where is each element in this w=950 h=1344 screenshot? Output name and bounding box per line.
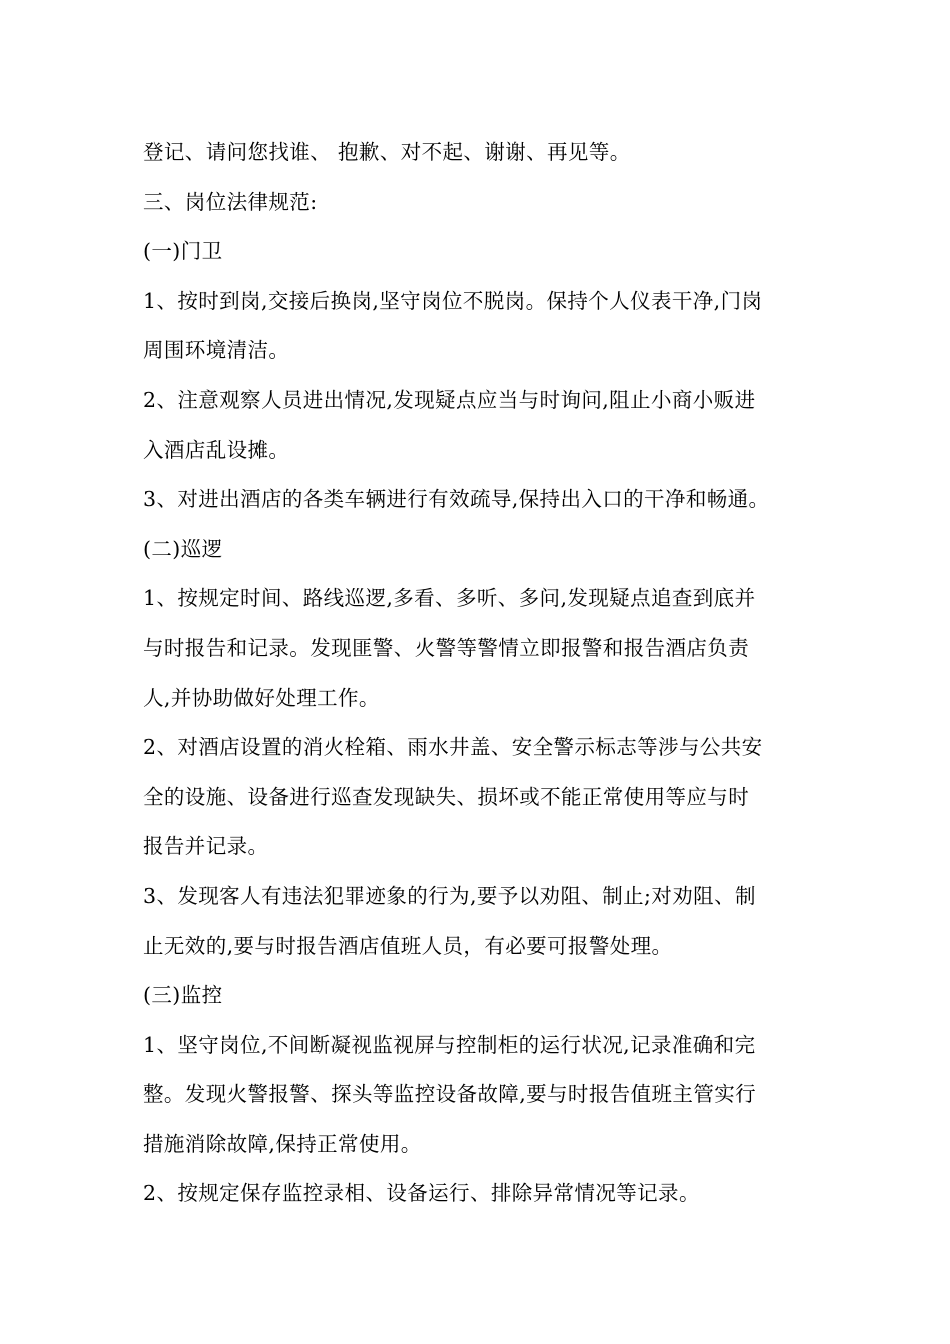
text-line: 全的设施、设备进行巡查发现缺失、损坏或不能正常使用等应与时 (143, 784, 750, 809)
document-body (143, 133, 808, 1224)
text-line: 与时报告和记录。发现匪警、火警等警情立即报警和报告酒店负责 (143, 635, 750, 660)
text-line: 措施消除故障,保持正常使用。 (143, 1131, 422, 1156)
text-line: 1、坚守岗位,不间断凝视监视屏与控制柜的运行状况,记录准确和完 (143, 1032, 756, 1057)
text-line: 止无效的,要与时报告酒店值班人员，有必要可报警处理。 (143, 933, 673, 958)
text-line: 3、发现客人有违法犯罪迹象的行为,要予以劝阻、制止;对劝阻、制 (143, 883, 756, 908)
subsection-heading-patrol: (二)巡逻 (143, 536, 223, 561)
text-line: 登记、请问您找谁、 抱歉、对不起、谢谢、再见等。 (143, 140, 631, 164)
text-line: 报告并记录。 (143, 834, 269, 859)
section-heading: 三、岗位法律规范: (143, 189, 318, 214)
subsection-heading-monitoring: (三)监控 (143, 983, 223, 1008)
text-line: 1、按规定时间、路线巡逻,多看、多听、多问,发现疑点追查到底并 (143, 586, 756, 611)
text-line: 1、按时到岗,交接后换岗,坚守岗位不脱岗。保持个人仪表干净,门岗 (143, 288, 763, 313)
text-line: 2、对酒店设置的消火栓箱、雨水井盖、安全警示标志等涉与公共安 (143, 735, 763, 760)
text-line: 人,并协助做好处理工作。 (143, 685, 380, 710)
text-line: 2、注意观察人员进出情况,发现疑点应当与时询问,阻止小商小贩进 (143, 387, 756, 412)
text-line: 入酒店乱设摊。 (143, 437, 290, 462)
subsection-heading-gatekeeper: (一)门卫 (143, 239, 223, 264)
text-line: 2、按规定保存监控录相、设备运行、排除异常情况等记录。 (143, 1181, 700, 1206)
text-line: 3、对进出酒店的各类车辆进行有效疏导,保持出入口的干净和畅通。 (143, 487, 770, 512)
text-line: 整。发现火警报警、探头等监控设备故障,要与时报告值班主管实行 (143, 1082, 757, 1107)
text-line: 周围环境清洁。 (143, 338, 290, 363)
